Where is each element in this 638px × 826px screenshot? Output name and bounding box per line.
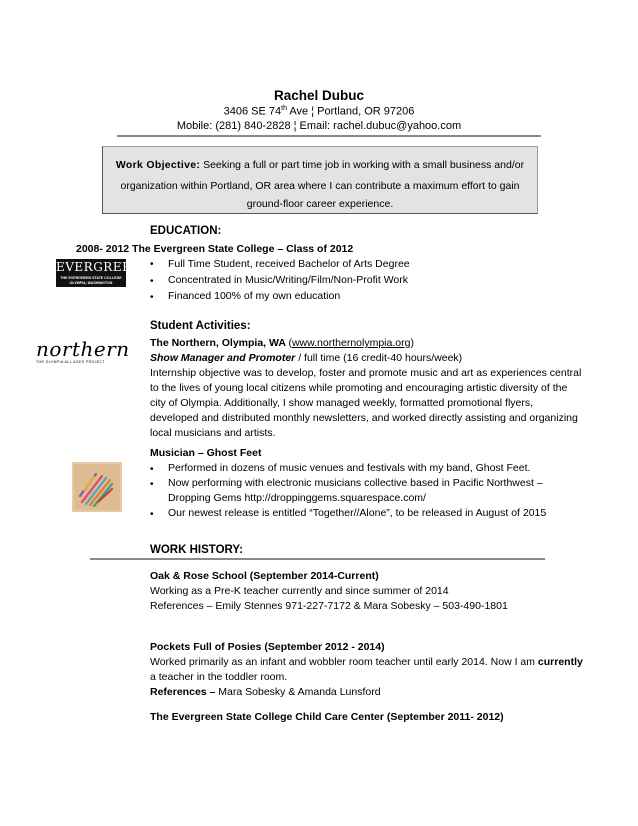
job-1-title: Oak & Rose School (September 2014-Current) bbox=[150, 570, 379, 582]
northern-desc-2: to the lives of young local citizens while promoting and encouraging artistic diversity of the bbox=[150, 382, 568, 394]
northern-role: Show Manager and Promoter / full time (16 credit-40 hours/week) bbox=[150, 352, 463, 364]
education-bullet-3: Financed 100% of my own education bbox=[168, 290, 341, 302]
northern-desc-3: city of Olympia. Additionally, I show managed weekly, formatted promotional flyers, bbox=[150, 397, 534, 409]
education-heading: EDUCATION: bbox=[150, 225, 222, 237]
bullet-icon: • bbox=[150, 259, 154, 270]
northern-logo: northern THE OLYMPIA ALL AGES PROJECT bbox=[36, 337, 130, 364]
musician-bullet-1: Performed in dozens of music venues and festivals with my band, Ghost Feet. bbox=[168, 462, 531, 474]
job-1-line-1: Working as a Pre-K teacher currently and since summer of 2014 bbox=[150, 585, 449, 597]
work-divider bbox=[90, 558, 545, 560]
job-2-line-2: a teacher in the toddler room. bbox=[150, 671, 288, 683]
northern-link[interactable]: www.northernolympia.org bbox=[291, 337, 411, 349]
activities-heading: Student Activities: bbox=[150, 320, 251, 332]
job-3-title: The Evergreen State College Child Care Center (September 2011- 2012) bbox=[150, 711, 504, 723]
objective-line-1: Work Objective: Seeking a full or part time job in working with a small business and/or bbox=[115, 159, 525, 171]
education-bullet-1: Full Time Student, received Bachelor of Arts Degree bbox=[168, 258, 410, 270]
northern-desc-1: Internship objective was to develop, foster and promote music and art as experiences central bbox=[150, 367, 582, 379]
candidate-name: Rachel Dubuc bbox=[273, 88, 365, 103]
northern-desc-5: local musicians and artists. bbox=[150, 427, 276, 439]
bullet-icon: • bbox=[150, 464, 154, 475]
job-2-line-1: Worked primarily as an infant and wobbler room teacher until early 2014. Now I am currently bbox=[150, 656, 583, 668]
northern-desc-4: developed and distributed monthly newsletters, and worked directly assisting and organizing bbox=[150, 412, 578, 424]
musician-title: Musician – Ghost Feet bbox=[150, 447, 262, 459]
objective-line-2: organization within Portland, OR area where I can contribute a maximum effort to gain bbox=[120, 180, 520, 192]
bullet-icon: • bbox=[150, 479, 154, 490]
bullet-icon: • bbox=[150, 509, 154, 520]
header-divider bbox=[117, 135, 541, 137]
musician-bullet-2-cont: Dropping Gems http://droppinggems.squarespace.com/ bbox=[168, 492, 426, 504]
job-2-references: References – Mara Sobesky & Amanda Lunsford bbox=[150, 686, 381, 698]
objective-line-3: ground-floor career experience. bbox=[246, 198, 394, 210]
job-1-line-2: References – Emily Stennes 971-227-7172 & Mara Sobesky – 503-490-1801 bbox=[150, 600, 508, 612]
education-school-line: 2008- 2012 The Evergreen State College – Class of 2012 bbox=[76, 243, 354, 255]
objective-label: Work Objective: bbox=[115, 159, 201, 171]
work-heading: WORK HISTORY: bbox=[150, 544, 244, 556]
job-2-title: Pockets Full of Posies (September 2012 - 2014) bbox=[150, 641, 385, 653]
bullet-icon: • bbox=[150, 292, 154, 303]
album-art-image bbox=[72, 462, 122, 512]
address: 3406 SE 74th Ave ¦ Portland, OR 97206 bbox=[223, 105, 415, 118]
musician-bullet-3: Our newest release is entitled “Together//Alone”, to be released in August of 2015 bbox=[168, 507, 547, 519]
bullet-icon: • bbox=[150, 276, 154, 287]
education-bullet-2: Concentrated in Music/Writing/Film/Non-Profit Work bbox=[168, 274, 409, 286]
evergreen-logo: EVERGREEN THE EVERGREEN STATE COLLEGE OLYMPIA, WASHINGTON bbox=[56, 260, 143, 285]
northern-title: The Northern, Olympia, WA (www.northernolympia.org) bbox=[150, 337, 414, 349]
contact-line: Mobile: (281) 840-2828 ¦ Email: rachel.dubuc@yahoo.com bbox=[176, 120, 462, 132]
musician-bullet-2: Now performing with electronic musicians collective based in Pacific Northwest – bbox=[168, 477, 543, 489]
